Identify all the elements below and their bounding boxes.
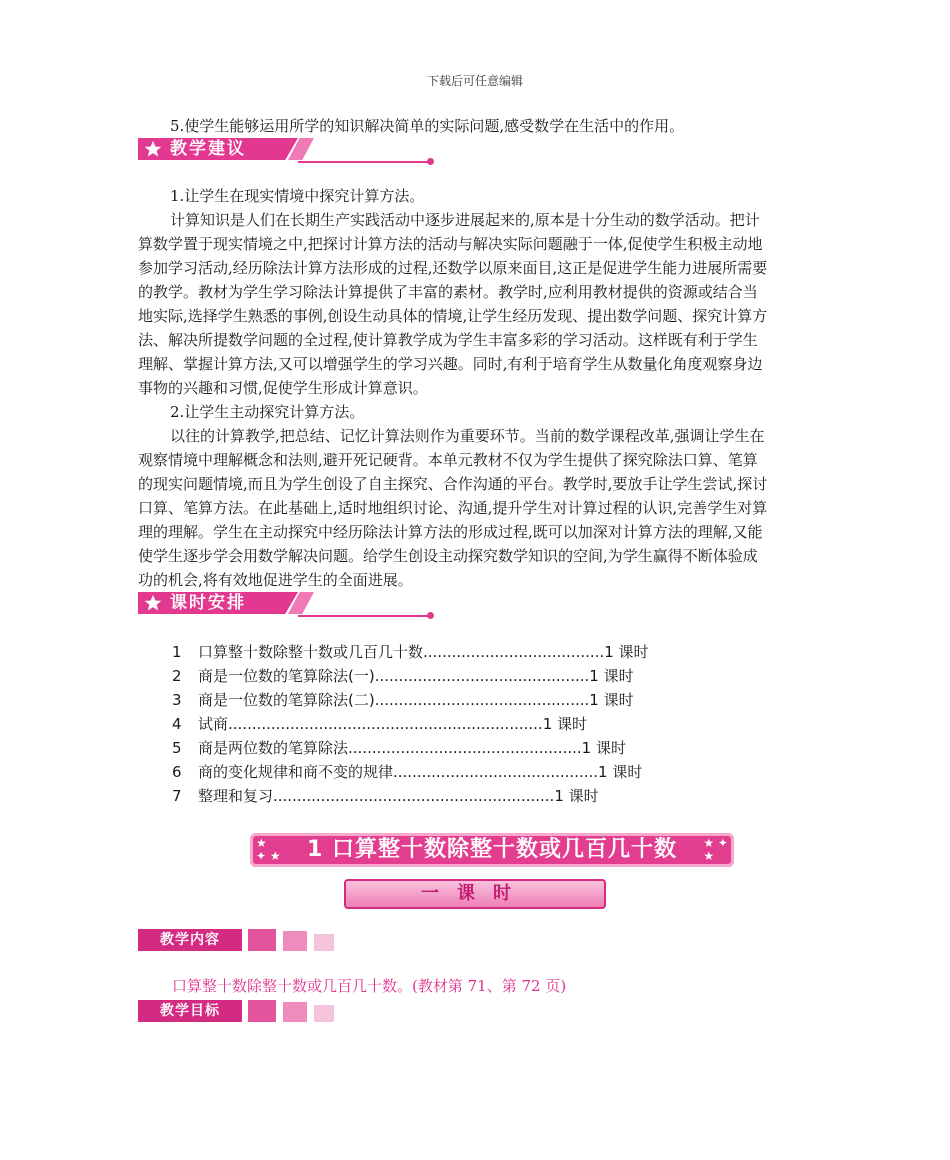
intro-item (138, 114, 810, 138)
section-title: 教学建议 (170, 139, 246, 159)
tab-square (248, 929, 276, 951)
schedule-list (172, 640, 649, 808)
schedule-text: 商是一位数的笔算除法(一).............................................1 课时 (198, 667, 634, 685)
sparkle-icon: ★ ✦ ★ (703, 836, 728, 863)
suggestion-line: 理解、掌握计算方法,又可以增强学生的学习兴趣。同时,有利于培育学生从数量化角度观察身边 (138, 355, 763, 373)
schedule-item (172, 784, 649, 808)
schedule-text: 商的变化规律和商不变的规律...........................................1 课时 (198, 763, 643, 781)
schedule-text: 口算整十数除整十数或几百几十数......................................1 课时 (198, 643, 649, 661)
suggestion-line: 的教学。教材为学生学习除法计算提供了丰富的素材。教学时,应利用教材提供的资源或结合当 (138, 283, 758, 301)
banner-dot (427, 158, 434, 165)
schedule-item (172, 760, 649, 784)
suggestion-line: 1.让学生在现实情境中探究计算方法。 (170, 187, 425, 205)
suggestion-line: 地实际,选择学生熟悉的事例,创设生动具体的情境,让学生经历发现、提出数学问题、探究计算方 (138, 307, 768, 325)
schedule-text: 试商..................................................................1 课时 (198, 715, 588, 733)
suggestion-line: 2.让学生主动探究计算方法。 (170, 403, 365, 421)
schedule-num: 7 (172, 787, 182, 805)
suggestion-line: 计算知识是人们在长期生产实践活动中逐步进展起来的,原本是十分生动的数学活动。把计 (170, 211, 760, 229)
tab-square (248, 1000, 276, 1022)
schedule-num: 3 (172, 691, 182, 709)
schedule-text: 整理和复习...........................................................1 课时 (198, 787, 599, 805)
star-icon (144, 140, 162, 158)
lesson-label: 一课时 (421, 883, 529, 904)
suggestion-line: 口算、笔算方法。在此基础上,适时地组织讨论、沟通,提升学生对计算过程的认识,完善学生对算 (138, 499, 768, 517)
suggestion-line: 使学生逐步学会用数学解决问题。给学生创设主动探究数学知识的空间,为学生赢得不断体验成 (138, 547, 758, 565)
schedule-num: 4 (172, 715, 182, 733)
content-text: 口算整十数除整十数或几百几十数。(教材第 71、第 72 页) (172, 977, 567, 995)
suggestion-line: 观察情境中理解概念和法则,避开死记硬背。本单元教材不仅为学生提供了探究除法口算、笔算 (138, 451, 758, 469)
intro-item-text: 5.使学生能够运用所学的知识解决简单的实际问题,感受数学在生活中的作用。 (170, 117, 685, 135)
section-banner-schedule (138, 590, 438, 620)
schedule-text: 商是一位数的笔算除法(二).............................................1 课时 (198, 691, 634, 709)
header-note: 下载后可任意编辑 (426, 74, 523, 88)
suggestion-line: 法、解决所提数学问题的全过程,使计算教学成为学生丰富多彩的学习活动。这样既有利于学生 (138, 331, 758, 349)
chapter-banner (250, 833, 734, 867)
section-banner-suggestions (138, 136, 438, 166)
chapter-title: 1 口算整十数除整十数或几百几十数 (307, 837, 677, 862)
section-title: 课时安排 (170, 593, 246, 613)
schedule-item (172, 736, 649, 760)
schedule-item (172, 640, 649, 664)
suggestion-line: 的现实问题情境,而且为学生创设了自主探究、合作沟通的平台。教学时,要放手让学生尝试,探讨 (138, 475, 768, 493)
sparkle-icon: ★ ✦ ★ (256, 836, 281, 863)
tab-square (314, 1005, 334, 1022)
schedule-item (172, 688, 649, 712)
banner-underline (298, 161, 430, 163)
schedule-num: 6 (172, 763, 182, 781)
lesson-badge (344, 879, 606, 909)
star-icon (144, 594, 162, 612)
schedule-num: 2 (172, 667, 182, 685)
banner-dot (427, 612, 434, 619)
suggestion-line: 理的理解。学生在主动探究中经历除法计算方法的形成过程,既可以加深对计算方法的理解,又能 (138, 523, 763, 541)
tab-square (314, 934, 334, 951)
schedule-num: 5 (172, 739, 182, 757)
schedule-item (172, 712, 649, 736)
suggestion-line: 功的机会,将有效地促进学生的全面进展。 (138, 571, 413, 589)
suggestion-line: 算数学置于现实情境之中,把探讨计算方法的活动与解决实际问题融于一体,促使学生积极主动地 (138, 235, 763, 253)
banner-underline (298, 615, 430, 617)
schedule-text: 商是两位数的笔算除法.................................................1 课时 (198, 739, 626, 757)
suggestion-line: 以往的计算教学,把总结、记忆计算法则作为重要环节。当前的数学课程改革,强调让学生在 (170, 427, 765, 445)
schedule-num: 1 (172, 643, 182, 661)
tab-label: 教学内容 (138, 929, 242, 951)
suggestions-body (138, 184, 810, 592)
tab-square (283, 1002, 307, 1022)
suggestion-line: 事物的兴趣和习惯,促使学生形成计算意识。 (138, 379, 428, 397)
suggestion-line: 参加学习活动,经历除法计算方法形成的过程,还数学以原来面目,这正是促进学生能力进展所需要 (138, 259, 768, 277)
schedule-item (172, 664, 649, 688)
tab-square (283, 931, 307, 951)
tab-label: 教学目标 (138, 1000, 242, 1022)
